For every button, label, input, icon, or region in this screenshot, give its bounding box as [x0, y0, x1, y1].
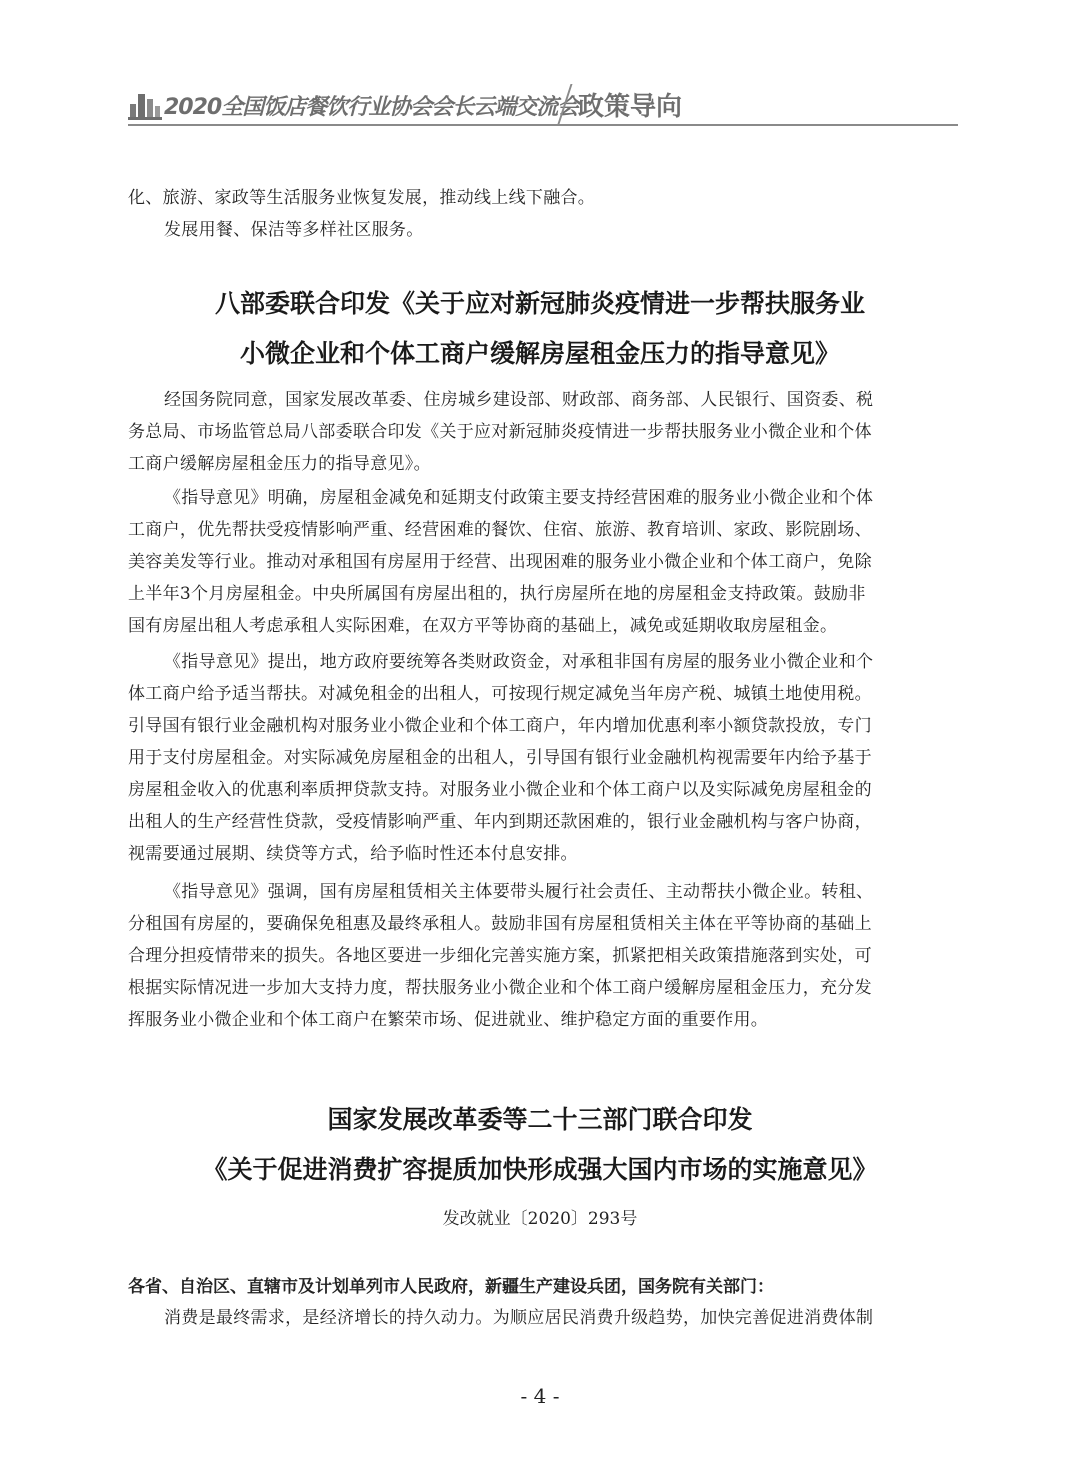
text-line: 引导国有银行业金融机构对服务业小微企业和个体工商户，年内增加优惠利率小额贷款投放，专门: [128, 716, 872, 736]
header-rule: [128, 124, 958, 126]
text-line: 务总局、市场监管总局八部委联合印发《关于应对新冠肺炎疫情进一步帮扶服务业小微企业和个体: [128, 422, 872, 442]
salutation: 各省、自治区、直辖市及计划单列市人民政府，新疆生产建设兵团，国务院有关部门：: [128, 1277, 774, 1297]
text-line: 国有房屋出租人考虑承租人实际困难，在双方平等协商的基础上，减免或延期收取房屋租金。: [128, 616, 838, 636]
intro-paragraph: [128, 182, 968, 246]
article2-title-line-2: 《关于促进消费扩容提质加快形成强大国内市场的实施意见》: [202, 1155, 878, 1184]
event-title: 2020全国饭店餐饮行业协会会长云端交流会: [164, 95, 579, 120]
text-line: 消费是最终需求，是经济增长的持久动力。为顺应居民消费升级趋势，加快完善促进消费体制: [164, 1308, 874, 1328]
article1-paragraph-1: [128, 384, 968, 480]
text-line: 《指导意见》明确，房屋租金减免和延期支付政策主要支持经营困难的服务业小微企业和个体: [164, 488, 874, 508]
text-line: 工商户，优先帮扶受疫情影响严重、经营困难的餐饮、住宿、旅游、教育培训、家政、影院剧场、: [128, 520, 872, 540]
article1-title-line-1: 八部委联合印发《关于应对新冠肺炎疫情进一步帮扶服务业: [214, 289, 865, 318]
text-line: 化、旅游、家政等生活服务业恢复发展，推动线上线下融合。: [128, 188, 596, 208]
text-line: 《指导意见》提出，地方政府要统筹各类财政资金，对承租非国有房屋的服务业小微企业和个: [164, 652, 874, 672]
text-line: 体工商户给予适当帮扶。对减免租金的出租人，可按现行规定减免当年房产税、城镇土地使用税。: [128, 684, 872, 704]
text-line: 经国务院同意，国家发展改革委、住房城乡建设部、财政部、商务部、人民银行、国资委、税: [164, 390, 874, 410]
text-line: 根据实际情况进一步加大支持力度，帮扶服务业小微企业和个体工商户缓解房屋租金压力，充分发: [128, 978, 872, 998]
article1-paragraph-4: [128, 876, 968, 1036]
article2-opening-paragraph: [128, 1302, 968, 1334]
text-line: 《指导意见》强调，国有房屋租赁相关主体要带头履行社会责任、主动帮扶小微企业。转租、: [164, 882, 874, 902]
article1-paragraph-2: [128, 482, 968, 642]
page-header: [128, 84, 958, 128]
article1-paragraph-3: [128, 646, 968, 870]
text-line: 视需要通过展期、续贷等方式，给予临时性还本付息安排。: [128, 844, 578, 864]
text-line: 出租人的生产经营性贷款，受疫情影响严重、年内到期还款困难的，银行业金融机构与客户协商，: [128, 812, 872, 832]
page-number: - 4 -: [520, 1384, 560, 1408]
text-line: 房屋租金收入的优惠利率质押贷款支持。对服务业小微企业和个体工商户以及实际减免房屋租金的: [128, 780, 872, 800]
text-line: 用于支付房屋租金。对实际减免房屋租金的出租人，引导国有银行业金融机构视需要年内给予基于: [128, 748, 872, 768]
text-line: 工商户缓解房屋租金压力的指导意见》。: [128, 454, 431, 474]
article1-title-line-2: 小微企业和个体工商户缓解房屋租金压力的指导意见》: [239, 339, 840, 368]
text-line: 分租国有房屋的，要确保免租惠及最终承租人。鼓励非国有房屋租赁相关主体在平等协商的基础上: [128, 914, 872, 934]
section-title: 政策导向: [578, 92, 683, 122]
building-logo-icon: [128, 90, 162, 120]
text-line: 挥服务业小微企业和个体工商户在繁荣市场、促进就业、维护稳定方面的重要作用。: [128, 1010, 769, 1030]
text-line: 合理分担疫情带来的损失。各地区要进一步细化完善实施方案，抓紧把相关政策措施落到实处，可: [128, 946, 872, 966]
article2-title-line-1: 国家发展改革委等二十三部门联合印发: [327, 1105, 753, 1134]
text-line: 上半年3个月房屋租金。中央所属国有房屋出租的，执行房屋所在地的房屋租金支持政策。鼓励非: [128, 584, 866, 604]
text-line: 美容美发等行业。推动对承租国有房屋用于经营、出现困难的服务业小微企业和个体工商户，免除: [128, 552, 872, 572]
document-number: 发改就业〔2020〕293号: [442, 1209, 638, 1229]
text-line: 发展用餐、保洁等多样社区服务。: [164, 220, 424, 240]
